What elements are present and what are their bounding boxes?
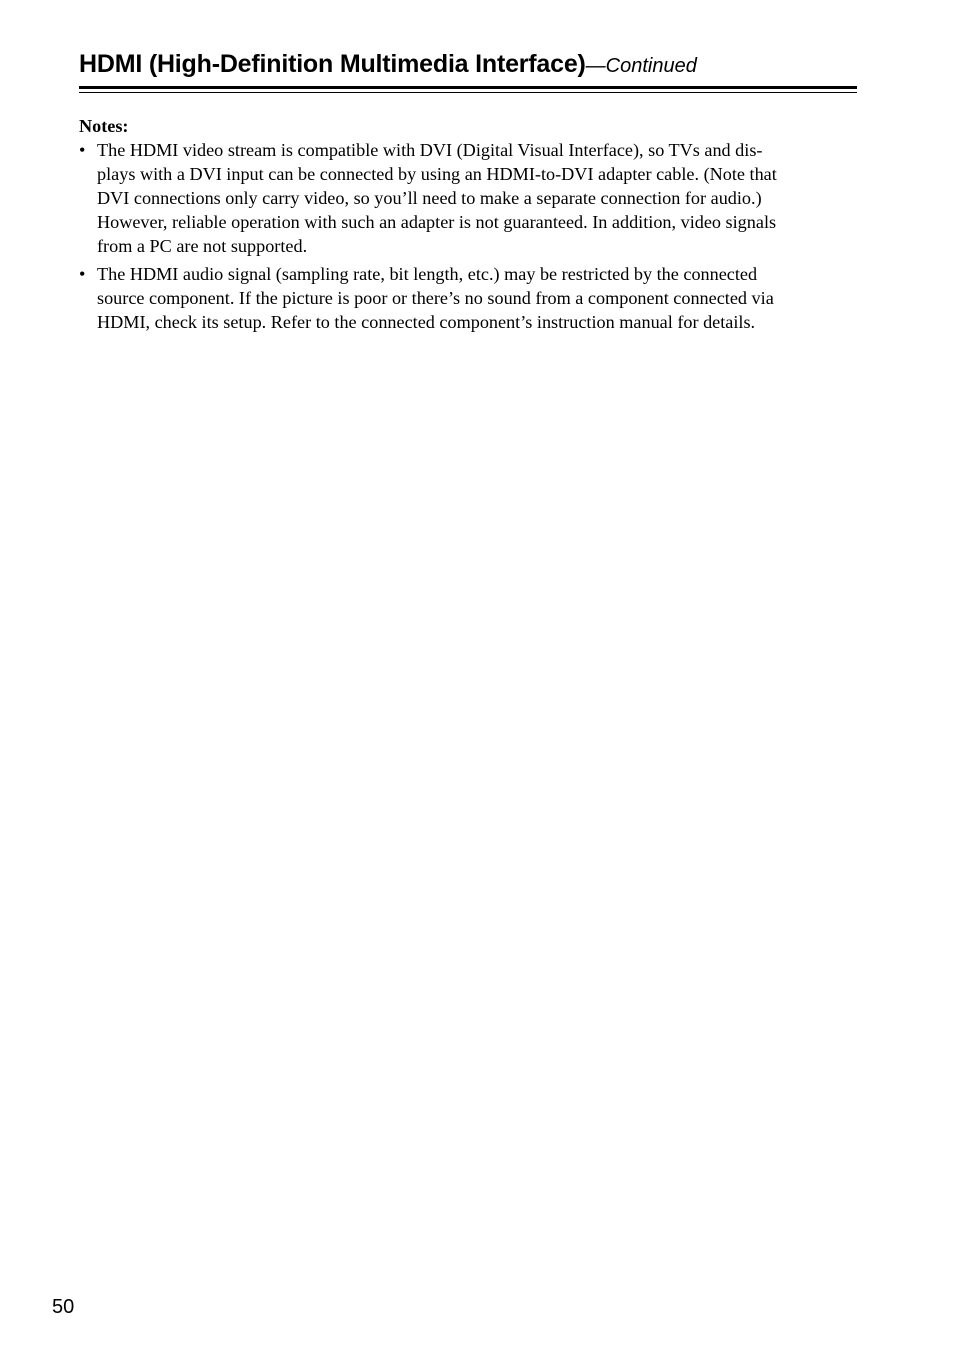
heading-rule-thin bbox=[79, 92, 857, 93]
page-number: 50 bbox=[52, 1296, 75, 1318]
note-line: DVI connections only carry video, so you’ll need to make a separate connection for audio.) bbox=[97, 188, 762, 208]
notes-section bbox=[79, 114, 859, 338]
note-line: However, reliable operation with such an adapter is not guaranteed. In addition, video signals bbox=[97, 212, 777, 232]
note-line: HDMI, check its setup. Refer to the connected component’s instruction manual for details. bbox=[97, 312, 756, 332]
note-line: The HDMI video stream is compatible with DVI (Digital Visual Interface), so TVs and dis- bbox=[97, 140, 763, 160]
note-line: source component. If the picture is poor or there’s no sound from a component connected via bbox=[97, 288, 774, 308]
continued-label: —Continued bbox=[585, 55, 697, 77]
note-line: from a PC are not supported. bbox=[97, 236, 308, 256]
note-item bbox=[79, 138, 859, 258]
section-heading bbox=[79, 50, 857, 79]
notes-title: Notes: bbox=[79, 116, 129, 136]
bullet-icon: • bbox=[79, 140, 86, 160]
note-line: plays with a DVI input can be connected by using an HDMI-to-DVI adapter cable. (Note that bbox=[97, 164, 777, 184]
bullet-icon: • bbox=[79, 264, 86, 284]
notes-list bbox=[79, 138, 859, 334]
note-line: The HDMI audio signal (sampling rate, bit length, etc.) may be restricted by the connected bbox=[97, 264, 758, 284]
note-item bbox=[79, 262, 859, 334]
heading-rule-thick bbox=[79, 86, 857, 89]
section-title: HDMI (High-Definition Multimedia Interface) bbox=[79, 50, 586, 78]
